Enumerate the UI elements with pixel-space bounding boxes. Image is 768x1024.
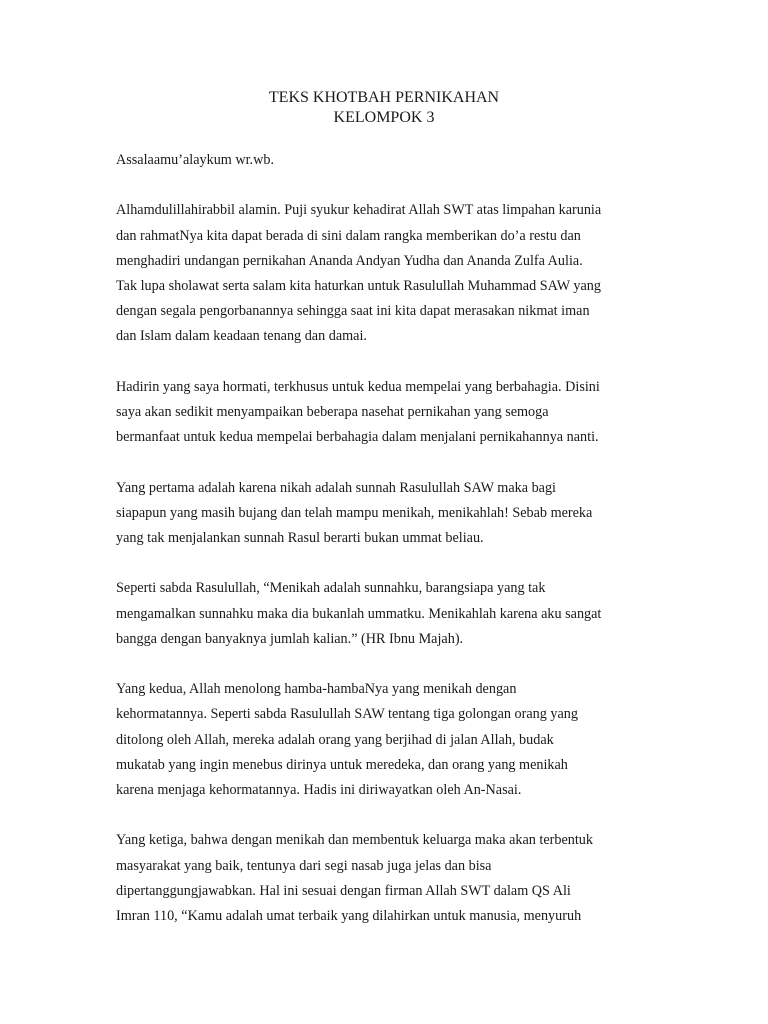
title-line-2: KELOMPOK 3 bbox=[333, 109, 435, 126]
text-line: yang tak menjalankan sunnah Rasul berarti bukan ummat beliau. bbox=[116, 530, 484, 546]
paragraph-second-advice bbox=[116, 677, 676, 803]
text-line: kehormatannya. Seperti sabda Rasulullah SAW tentang tiga golongan orang yang bbox=[116, 706, 578, 723]
text-line: mukatab yang ingin menebus dirinya untuk meredeka, dan orang yang menikah bbox=[116, 756, 568, 773]
text-line: Imran 110, “Kamu adalah umat terbaik yang dilahirkan untuk manusia, menyuruh bbox=[116, 908, 582, 924]
text-line: dipertanggungjawabkan. Hal ini sesuai dengan firman Allah SWT dalam QS Ali bbox=[116, 882, 571, 899]
text-line: masyarakat yang baik, tentunya dari segi nasab juga jelas dan bisa bbox=[116, 857, 492, 874]
text-line: saya akan sedikit menyampaikan beberapa nasehat pernikahan yang semoga bbox=[116, 404, 549, 420]
text-line: dan rahmatNya kita dapat berada di sini dalam rangka memberikan do’a restu dan bbox=[116, 227, 581, 244]
text-line: menghadiri undangan pernikahan Ananda Andyan Yudha dan Ananda Zulfa Aulia. bbox=[116, 252, 583, 269]
text-line: Tak lupa sholawat serta salam kita haturkan untuk Rasulullah Muhammad SAW yang bbox=[116, 278, 601, 294]
paragraph-first-advice bbox=[116, 476, 676, 552]
text-line: Assalaamu’alaykum wr.wb. bbox=[116, 152, 274, 168]
text-line: Seperti sabda Rasulullah, “Menikah adalah sunnahku, barangsiapa yang tak bbox=[116, 580, 546, 597]
text-line: bermanfaat untuk kedua mempelai berbahagia dalam menjalani pernikahannya nanti. bbox=[116, 429, 599, 446]
document-body bbox=[116, 148, 676, 954]
text-line: ditolong oleh Allah, mereka adalah orang yang berjihad di jalan Allah, budak bbox=[116, 731, 554, 748]
title-line-1: TEKS KHOTBAH PERNIKAHAN bbox=[268, 89, 500, 106]
text-line: Alhamdulillahirabbil alamin. Puji syukur kehadirat Allah SWT atas limpahan karunia bbox=[116, 202, 602, 219]
document-title bbox=[0, 88, 768, 128]
paragraph-third-advice bbox=[116, 828, 676, 929]
paragraph-hadith-quote bbox=[116, 576, 676, 652]
text-line: Hadirin yang saya hormati, terkhusus untuk kedua mempelai yang berbahagia. Disini bbox=[116, 378, 600, 395]
text-line: Yang kedua, Allah menolong hamba-hambaNya yang menikah dengan bbox=[116, 681, 517, 698]
text-line: Yang ketiga, bahwa dengan menikah dan membentuk keluarga maka akan terbentuk bbox=[116, 832, 593, 849]
text-line: siapapun yang masih bujang dan telah mampu menikah, menikahlah! Sebab mereka bbox=[116, 504, 593, 521]
text-line: dengan segala pengorbanannya sehingga saat ini kita dapat merasakan nikmat iman bbox=[116, 303, 590, 320]
text-line: dan Islam dalam keadaan tenang dan damai. bbox=[116, 328, 367, 345]
text-line: bangga dengan banyaknya jumlah kalian.” (HR Ibnu Majah). bbox=[116, 630, 464, 647]
text-line: mengamalkan sunnahku maka dia bukanlah ummatku. Menikahlah karena aku sangat bbox=[116, 605, 602, 622]
paragraph-greeting bbox=[116, 148, 676, 173]
paragraph-opening bbox=[116, 198, 676, 349]
paragraph-audience bbox=[116, 375, 676, 451]
text-line: Yang pertama adalah karena nikah adalah sunnah Rasulullah SAW maka bagi bbox=[116, 479, 556, 496]
text-line: karena menjaga kehormatannya. Hadis ini diriwayatkan oleh An-Nasai. bbox=[116, 782, 522, 798]
